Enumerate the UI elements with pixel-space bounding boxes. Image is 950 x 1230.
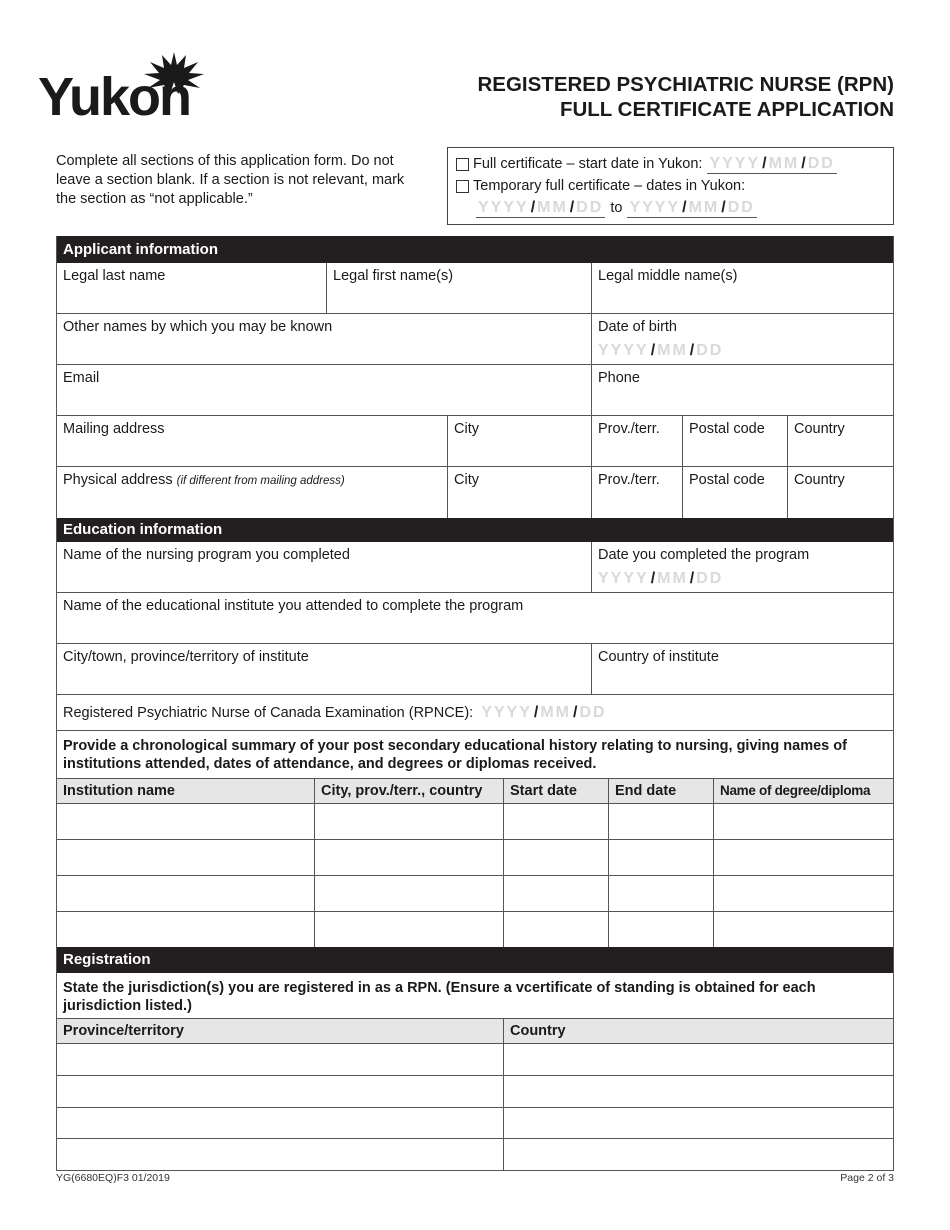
- contact-row: [57, 365, 893, 416]
- institute-country-field[interactable]: Country of institute: [598, 649, 719, 665]
- education-section-header: Education information: [57, 518, 893, 542]
- registration-instructions: State the jurisdiction(s) you are registered in as a RPN. (Ensure a vcertificate of standing is obtained for each jurisdiction listed.): [57, 973, 893, 1019]
- table-row: [57, 1108, 893, 1139]
- physical-address-row: [57, 467, 893, 518]
- full-start-date-field[interactable]: YYYY / MM / DD: [709, 154, 835, 172]
- col-location: City, prov./terr., country: [315, 779, 504, 803]
- col-start-date: Start date: [504, 779, 609, 803]
- table-row: [57, 1044, 893, 1076]
- middle-names-field[interactable]: Legal middle name(s): [598, 268, 738, 284]
- mailing-address-row: [57, 416, 893, 467]
- page-number: Page 2 of 3: [840, 1172, 894, 1184]
- mailing-country-field[interactable]: Country: [794, 421, 845, 437]
- table-row: [57, 840, 893, 876]
- full-certificate-option: [456, 153, 885, 175]
- start-date-cell[interactable]: [504, 912, 609, 947]
- end-date-cell[interactable]: [609, 912, 714, 947]
- degree-cell[interactable]: [714, 876, 893, 911]
- institution-cell[interactable]: [57, 912, 315, 947]
- form-title: [478, 72, 895, 122]
- temporary-certificate-option: [456, 175, 885, 197]
- mailing-city-field[interactable]: City: [448, 416, 592, 466]
- institute-city-field[interactable]: City/town, province/territory of institute: [57, 644, 592, 694]
- email-field[interactable]: Email: [57, 365, 592, 415]
- col-country: Country: [510, 1023, 566, 1039]
- temporary-end-date-field[interactable]: YYYY / MM / DD: [629, 198, 755, 216]
- registration-section-header: Registration: [57, 947, 893, 973]
- registration-table-header: [57, 1019, 893, 1044]
- applicant-section-header: Applicant information: [57, 236, 893, 263]
- temporary-certificate-checkbox[interactable]: [456, 180, 469, 193]
- institution-cell[interactable]: [57, 876, 315, 911]
- yukon-logo: [38, 48, 213, 128]
- to-label: to: [610, 200, 623, 216]
- program-name-field[interactable]: Name of the nursing program you completed: [57, 542, 592, 592]
- physical-prov-field[interactable]: Prov./terr.: [592, 467, 683, 518]
- country-cell[interactable]: [504, 1108, 893, 1138]
- education-history-table-header: [57, 779, 893, 804]
- province-territory-cell[interactable]: [57, 1139, 504, 1170]
- end-date-cell[interactable]: [609, 804, 714, 839]
- temporary-date-range: [456, 197, 885, 219]
- country-cell[interactable]: [504, 1044, 893, 1075]
- location-cell[interactable]: [315, 840, 504, 875]
- col-province-territory: Province/territory: [57, 1019, 504, 1043]
- table-row: [57, 804, 893, 840]
- physical-city-field[interactable]: City: [448, 467, 592, 518]
- last-name-field[interactable]: Legal last name: [57, 263, 327, 313]
- table-row: [57, 912, 893, 947]
- location-cell[interactable]: [315, 804, 504, 839]
- physical-address-field[interactable]: Physical address (if different from mailing address): [57, 467, 448, 518]
- degree-cell[interactable]: [714, 912, 893, 947]
- title-line-2: FULL CERTIFICATE APPLICATION: [559, 98, 894, 121]
- mailing-prov-field[interactable]: Prov./terr.: [592, 416, 683, 466]
- exam-row: [57, 695, 893, 731]
- table-row: [57, 1139, 893, 1170]
- program-row: [57, 542, 893, 593]
- institute-location-row: [57, 644, 893, 695]
- col-institution-name: Institution name: [57, 779, 315, 803]
- other-names-row: [57, 314, 893, 365]
- end-date-cell[interactable]: [609, 876, 714, 911]
- province-territory-cell[interactable]: [57, 1044, 504, 1075]
- temporary-start-date-field[interactable]: YYYY / MM / DD: [478, 198, 604, 216]
- degree-cell[interactable]: [714, 804, 893, 839]
- institute-name-field[interactable]: Name of the educational institute you attended to complete the program: [63, 598, 524, 614]
- physical-postal-field[interactable]: Postal code: [683, 467, 788, 518]
- application-form: [56, 236, 894, 1171]
- full-certificate-checkbox[interactable]: [456, 158, 469, 171]
- temporary-certificate-label: Temporary full certificate – dates in Yukon:: [473, 178, 746, 194]
- institute-name-row: [57, 593, 893, 644]
- location-cell[interactable]: [315, 912, 504, 947]
- table-row: [57, 1076, 893, 1108]
- date-of-birth-field[interactable]: Date of birth YYYY / MM / DD: [598, 319, 724, 359]
- start-date-cell[interactable]: [504, 876, 609, 911]
- degree-cell[interactable]: [714, 840, 893, 875]
- name-row: [57, 263, 893, 314]
- program-completed-date-field[interactable]: Date you completed the program YYYY / MM / DD: [598, 547, 810, 587]
- mailing-postal-field[interactable]: Postal code: [683, 416, 788, 466]
- province-territory-cell[interactable]: [57, 1108, 504, 1138]
- province-territory-cell[interactable]: [57, 1076, 504, 1107]
- mailing-address-field[interactable]: Mailing address: [57, 416, 448, 466]
- form-code: YG(6680EQ)F3 01/2019: [56, 1172, 170, 1184]
- table-row: [57, 876, 893, 912]
- country-cell[interactable]: [504, 1139, 893, 1170]
- institution-cell[interactable]: [57, 804, 315, 839]
- intro-text: Complete all sections of this application form. Do not leave a section blank. If a section is not relevant, mark the section as “not applicable.”: [56, 153, 405, 207]
- first-names-field[interactable]: Legal first name(s): [327, 263, 592, 313]
- education-history-instructions: Provide a chronological summary of your post secondary educational history relating to nursing, giving names of institutions attended, dates of attendance, and degrees or diplomas received.: [57, 731, 893, 779]
- start-date-cell[interactable]: [504, 804, 609, 839]
- col-degree: Name of degree/diploma: [720, 783, 871, 798]
- certificate-options-box: [447, 147, 894, 225]
- rpnce-date-field[interactable]: Registered Psychiatric Nurse of Canada Examination (RPNCE): YYYY / MM / DD: [63, 703, 607, 721]
- country-cell[interactable]: [504, 1076, 893, 1107]
- location-cell[interactable]: [315, 876, 504, 911]
- institution-cell[interactable]: [57, 840, 315, 875]
- physical-country-field[interactable]: Country: [794, 472, 845, 488]
- logo-wordmark: Yukon: [38, 67, 191, 127]
- start-date-cell[interactable]: [504, 840, 609, 875]
- title-line-1: REGISTERED PSYCHIATRIC NURSE (RPN): [477, 73, 894, 96]
- end-date-cell[interactable]: [609, 840, 714, 875]
- full-certificate-label: Full certificate – start date in Yukon:: [473, 156, 703, 172]
- other-names-field[interactable]: Other names by which you may be known: [57, 314, 592, 364]
- phone-field[interactable]: Phone: [598, 370, 640, 386]
- col-end-date: End date: [609, 779, 714, 803]
